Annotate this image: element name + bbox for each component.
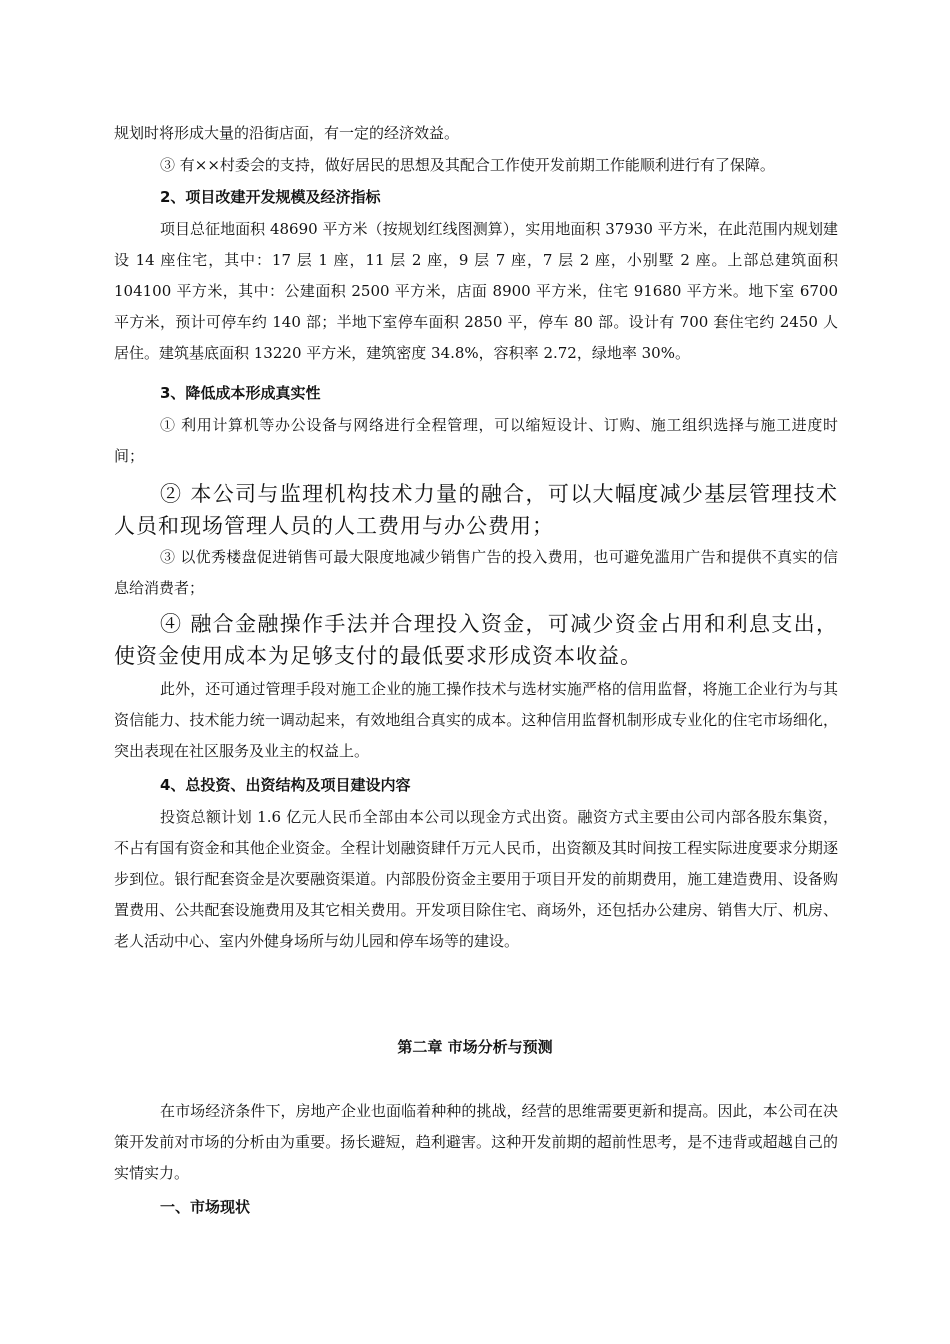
heading-market-status: 一、市场现状 bbox=[160, 1198, 251, 1216]
paragraph-investment-details: 投资总额计划 1.6 亿元人民币全部由本公司以现金方式出资。融资方式主要由公司内部各股东集资，不占有国有资金和其他企业资金。全程计划融资肆仟万元人民币，出资额及其时间按工程实际进度要求分期逐步到位。银行配套资金是次要融资渠道。内部股份资金主要用于项目开发的前期费用，施工建造费用、设备购置费用、公共配套设施费用及其它相关费用。开发项目除住宅、商场外，还包括办公建房、销售大厅、机房、老人活动中心、室内外健身场所与幼儿园和停车场等的建设。 bbox=[114, 808, 838, 950]
chapter-title: 第二章 市场分析与预测 bbox=[397, 1038, 553, 1056]
heading-cost-reduction: 3、降低成本形成真实性 bbox=[160, 384, 321, 402]
paragraph-computer-management: ① 利用计算机等办公设备与网络进行全程管理，可以缩短设计、订购、施工组织选择与施工进度时间； bbox=[114, 416, 838, 465]
paragraph-credit-supervision: 此外，还可通过管理手段对施工企业的施工操作技术与选材实施严格的信用监督，将施工企业行为与其资信能力、技术能力统一调动起来，有效地组合真实的成本。这种信用监督机制形成专业化的住宅市场细化，突出表现在社区服务及业主的权益上。 bbox=[114, 680, 838, 760]
paragraph-economic-benefit: 规划时将形成大量的沿街店面，有一定的经济效益。 bbox=[114, 124, 460, 142]
heading-total-investment: 4、总投资、出资结构及项目建设内容 bbox=[160, 776, 411, 794]
paragraph-village-support: ③ 有××村委会的支持，做好居民的思想及其配合工作使开发前期工作能顺利进行有了保障。 bbox=[160, 156, 775, 174]
paragraph-financial-operation: ④ 融合金融操作手法并合理投入资金，可减少资金占用和利息支出，使资金使用成本为足够支付的最低要求形成资本收益。 bbox=[114, 612, 838, 668]
paragraph-market-economy: 在市场经济条件下，房地产企业也面临着种种的挑战，经营的思维需要更新和提高。因此，本公司在决策开发前对市场的分析由为重要。扬长避短，趋利避害。这种开发前期的超前性思考，是不违背或超越自己的实情实力。 bbox=[114, 1102, 838, 1182]
paragraph-sales-promotion: ③ 以优秀楼盘促进销售可最大限度地减少销售广告的投入费用，也可避免滥用广告和提供不真实的信息给消费者； bbox=[114, 548, 838, 597]
paragraph-land-area: 项目总征地面积 48690 平方米（按规划红线图测算），实用地面积 37930 平方米，在此范围内规划建设 14 座住宅，其中：17 层 1 座，11 层 2 座，9 层 7 座，7 层 2 座，小别墅 2 座。上部总建筑面积 104100 平方米，其中：公建面积 2500 平方米，店面 8900 平方米，住宅 91680 平方米。地下室 6700 平方米，预计可停车约 140 部；半地下室停车面积 2850 平，停车 80 部。设计有 700 套住宅约 2450 人居住。建筑基底面积 13220 平方米，建筑密度 34.8%，容积率 2.72，绿地率 30%。 bbox=[114, 220, 838, 362]
heading-development-scale: 2、项目改建开发规模及经济指标 bbox=[160, 188, 381, 206]
paragraph-supervision-fusion: ② 本公司与监理机构技术力量的融合，可以大幅度减少基层管理技术人员和现场管理人员的人工费用与办公费用； bbox=[114, 482, 838, 538]
